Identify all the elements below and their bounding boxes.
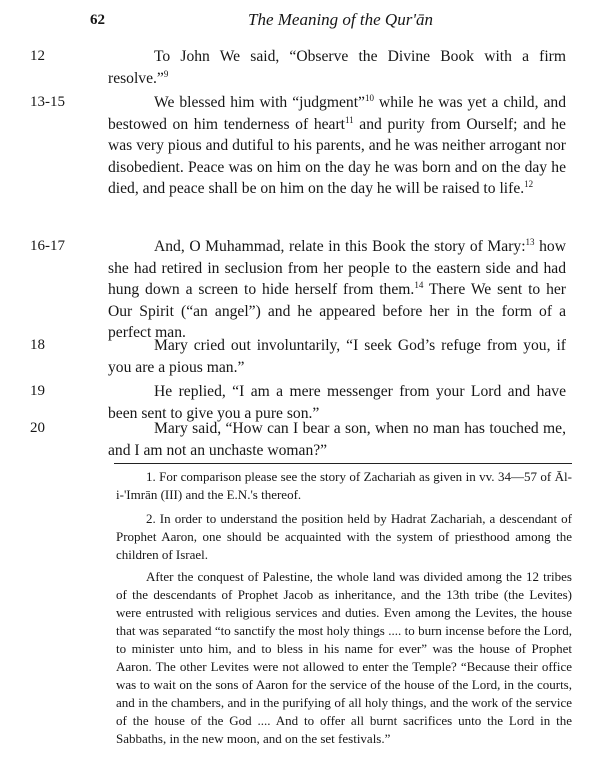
note-marker: 9 xyxy=(163,68,169,79)
verse-text xyxy=(108,92,566,200)
page-number: 62 xyxy=(90,12,105,28)
verse-number: 18 xyxy=(30,337,45,353)
verse-text xyxy=(108,236,566,344)
verse-number: 20 xyxy=(30,420,45,436)
footnote-1 xyxy=(116,468,572,504)
verse-number: 16-17 xyxy=(30,238,65,254)
verse-text xyxy=(108,418,566,461)
note-marker: 10 xyxy=(364,93,374,103)
verse-number: 13-15 xyxy=(30,94,65,110)
verse-text-run: and purity from Ourself; and he was very pious and dutiful to his parents, and he was neither arrogant nor disobedient. Peace was on him on the day he was born and on the day he died, and peace shall be on him on the day he will be raised to life. xyxy=(108,115,566,197)
verse-text-run: He replied, “I am a mere messenger from your Lord and have been sent to give you a pure son.” xyxy=(108,383,566,422)
footnote-text: After the conquest of Palestine, the whole land was divided among the 12 tribes of the descendants of Prophet Jacob as inheritance, and the 13th tribe (the Levites) were entrusted with religious services and duties. Even among the Levites, the house that was separated “to sanctify the most holy things .... to burn incense before the Lord, to minister unto him, and to bless in his name for ever” was the house of Prophet Aaron. The other Levites were not allowed to enter the Temple? “Because their office was to wait on the sons of Aaron for the service of the house of the Lord, in the courts, and in the chambers, and in the purifying of all holy things, and the work of the service of the house of the God .... And to offer all burnt sacrifices unto the Lord in the Sabbaths, in the new moon, and on the set festivals.” xyxy=(116,569,572,746)
verse-text-run: how she had retired in seclusion from her people to the eastern side and had hung down a screen to hide herself from them. xyxy=(108,238,566,298)
footnote-2-continuation xyxy=(116,568,572,748)
note-marker: 13 xyxy=(525,237,535,247)
verse-number: 19 xyxy=(30,383,45,399)
verse-text-run: There We sent to her Our Spirit (“an angel”) and he appeared before her in the form of a perfect man. xyxy=(108,281,566,341)
verse-text xyxy=(108,46,566,89)
verse-text-run: while he was yet a child, and bestowed on him tenderness of heart xyxy=(108,94,566,133)
verse-text-run: Mary cried out involuntarily, “I seek God’s refuge from you, if you are a pious man.” xyxy=(108,337,566,376)
verse-text-run: And, O Muhammad, relate in this Book the story of Mary: xyxy=(154,238,526,255)
verse-text-run: We blessed him with “judgment” xyxy=(154,94,365,111)
footnote-text: 1. For comparison please see the story of Zachariah as given in vv. 34—57 of Āl-i-'Imrān (III) and the E.N.'s thereof. xyxy=(116,469,572,502)
verse-number: 12 xyxy=(30,48,45,64)
verse-text-run: To John We said, “Observe the Divine Book with a firm resolve.” xyxy=(108,48,566,87)
note-marker: 11 xyxy=(344,114,354,125)
footnote-2 xyxy=(116,510,572,564)
verse-text xyxy=(108,335,566,378)
note-marker: 12 xyxy=(524,179,534,189)
running-title: The Meaning of the Qur'ān xyxy=(248,10,433,29)
footnote-text: 2. In order to understand the position held by Hadrat Zachariah, a descendant of Prophet Aaron, one should be acquainted with the system of priesthood among the children of Israel. xyxy=(116,511,572,562)
verse-text-run: Mary said, “How can I bear a son, when no man has touched me, and I am not an unchaste woman?” xyxy=(108,420,566,459)
footnote-divider xyxy=(114,463,572,464)
note-marker: 14 xyxy=(414,280,424,290)
